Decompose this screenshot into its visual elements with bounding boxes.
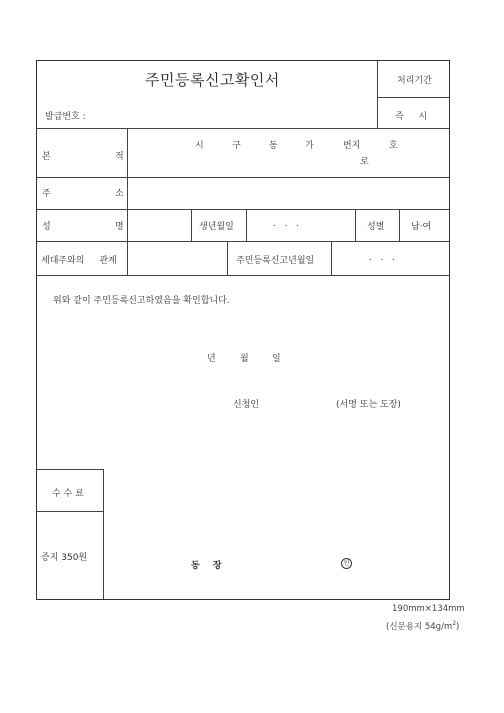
domicile-beonji: 번지 <box>343 141 361 151</box>
registration-form <box>36 60 450 600</box>
row-divider-name <box>37 241 449 242</box>
processing-period-label: 처리기간 <box>397 76 432 86</box>
header-side-middle <box>377 97 449 98</box>
report-date-dots: . . . <box>369 253 395 263</box>
form-title: 주민등록신고확인서 <box>145 71 280 89</box>
domicile-label-left: 본 <box>42 152 51 162</box>
relation-divider-2 <box>331 241 332 275</box>
processing-period-value: 즉 시 <box>395 112 428 122</box>
domicile-ga: 가 <box>305 141 314 151</box>
birth-date-dots: . . . <box>273 219 299 229</box>
report-date-label: 주민등록신고년월일 <box>236 256 315 266</box>
fee-box-right <box>103 469 104 599</box>
paper-spec-note: (신문용지 $54g/m^2$) <box>386 620 460 632</box>
birth-date-label: 생년월일 <box>199 222 234 232</box>
name-divider-1 <box>191 209 192 241</box>
name-divider-3 <box>355 209 356 241</box>
confirmation-text: 위와 같이 주민등록신고하였음을 확인합니다. <box>53 296 230 306</box>
issue-number-label: 발급번호 : <box>45 112 86 122</box>
fee-box-middle <box>37 511 103 512</box>
gender-label: 성별 <box>367 222 385 232</box>
relation-label: 세대주와의 관계 <box>41 256 117 266</box>
applicant-sign-note: (서명 또는 도장) <box>336 400 401 410</box>
fee-box-top <box>37 469 103 470</box>
domicile-dong: 동 <box>269 141 278 151</box>
date-year: 년 <box>207 354 216 364</box>
domicile-si: 시 <box>195 141 204 151</box>
label-column-divider <box>127 128 128 275</box>
form-size-note: 190mm×134mm <box>392 604 465 614</box>
domicile-label-right: 적 <box>115 152 124 162</box>
fee-value: 증지 350원 <box>41 553 88 563</box>
row-divider-address <box>37 209 449 210</box>
gender-value: 남·여 <box>411 222 432 232</box>
fee-label: 수 수 료 <box>52 489 84 499</box>
name-divider-2 <box>246 209 247 241</box>
domicile-gu: 구 <box>232 141 241 151</box>
date-month: 월 <box>240 354 249 364</box>
address-label-left: 주 <box>42 189 51 199</box>
name-label-right: 명 <box>115 222 124 232</box>
row-divider-header <box>37 128 449 129</box>
domicile-ho: 호 <box>389 141 398 151</box>
official-seal-icon: 인 <box>341 558 352 569</box>
row-divider-relation <box>37 275 449 276</box>
address-label-right: 소 <box>115 189 124 199</box>
row-divider-domicile <box>37 177 449 178</box>
domicile-ro: 로 <box>360 157 369 167</box>
header-side-divider <box>377 61 378 128</box>
applicant-label: 신청인 <box>233 400 260 410</box>
relation-divider-1 <box>227 241 228 275</box>
name-label-left: 성 <box>42 222 51 232</box>
name-divider-4 <box>399 209 400 241</box>
official-label: 동 장 <box>191 561 222 571</box>
date-day: 일 <box>272 354 281 364</box>
